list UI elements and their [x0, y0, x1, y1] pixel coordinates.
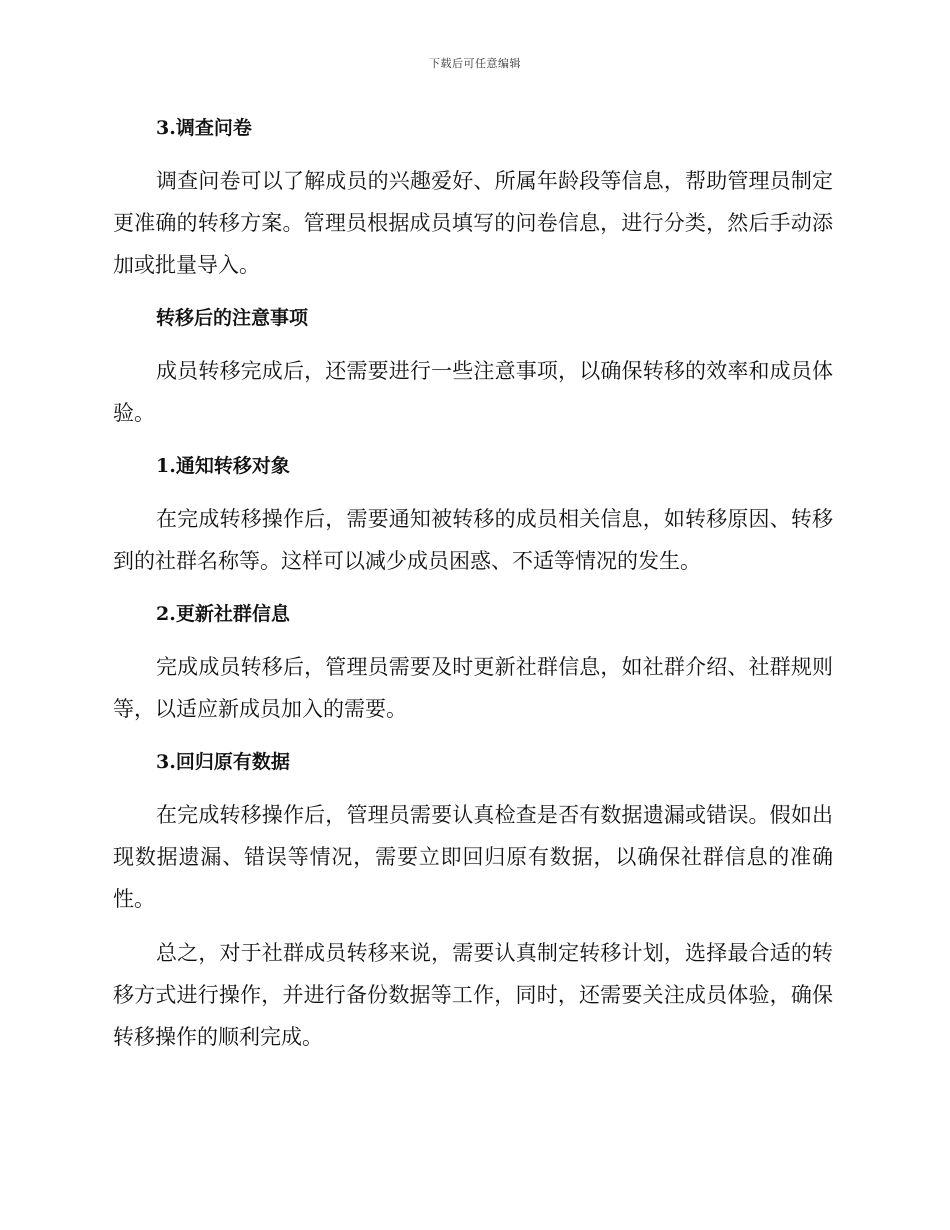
document-body [113, 108, 833, 1070]
paragraph-update-community-info: 完成成员转移后，管理员需要及时更新社群信息，如社群介绍、社群规则等，以适应新成员加入的需要。 [113, 655, 833, 721]
paragraph-survey: 调查问卷可以了解成员的兴趣爱好、所属年龄段等信息，帮助管理员制定更准确的转移方案。管理员根据成员填写的问卷信息，进行分类，然后手动添加或批量导入。 [113, 169, 833, 277]
section-heading-restore-data: 3.回归原有数据 [156, 751, 290, 773]
paragraph-conclusion: 总之，对于社群成员转移来说，需要认真制定转移计划，选择最合适的转移方式进行操作，并进行备份数据等工作，同时，还需要关注成员体验，确保转移操作的顺利完成。 [113, 941, 833, 1049]
section-heading-notify-members: 1.通知转移对象 [156, 455, 290, 477]
section-heading-survey: 3.调查问卷 [156, 117, 252, 139]
paragraph-post-transfer-intro: 成员转移完成后，还需要进行一些注意事项，以确保转移的效率和成员体验。 [113, 359, 833, 425]
section-heading-update-community-info: 2.更新社群信息 [156, 603, 290, 625]
page-header: 下载后可任意编辑 [429, 57, 521, 70]
paragraph-notify-members: 在完成转移操作后，需要通知被转移的成员相关信息，如转移原因、转移到的社群名称等。这样可以减少成员困惑、不适等情况的发生。 [113, 507, 833, 573]
paragraph-restore-data: 在完成转移操作后，管理员需要认真检查是否有数据遗漏或错误。假如出现数据遗漏、错误等情况，需要立即回归原有数据，以确保社群信息的准确性。 [113, 803, 833, 911]
section-heading-post-transfer-notes: 转移后的注意事项 [156, 307, 309, 329]
